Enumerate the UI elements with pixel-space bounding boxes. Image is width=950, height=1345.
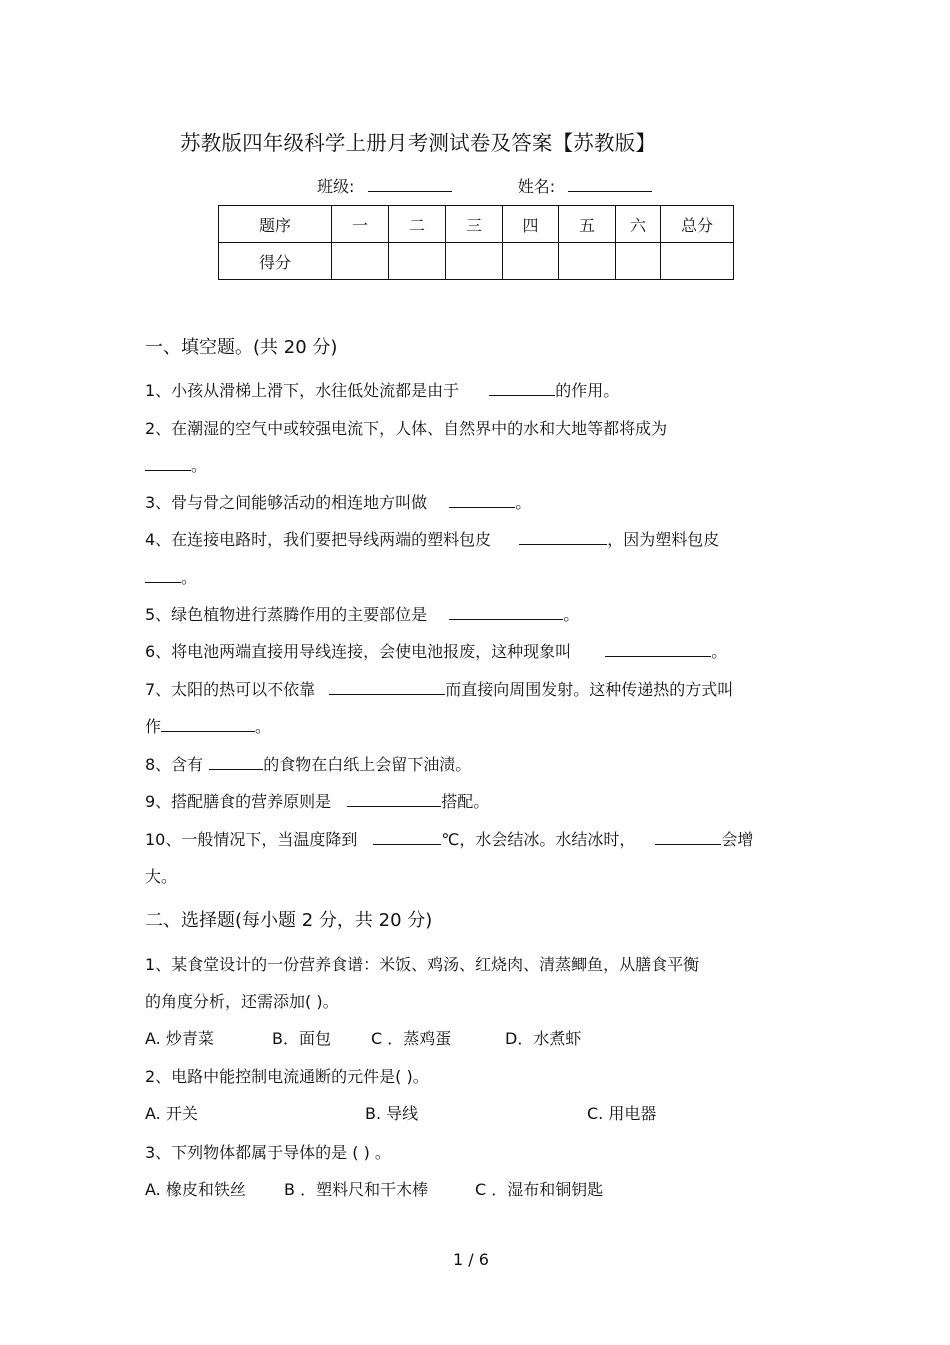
table-header-cell: 二 [389,206,446,243]
table-header-cell: 题序 [219,206,332,243]
table-header-cell: 三 [446,206,503,243]
choice-question-1: 1、某食堂设计的一份营养食谱：米饭、鸡汤、红烧肉、清蒸鲫鱼，从膳食平衡 [145,955,700,974]
question-text: 。 [563,605,580,624]
option-b[interactable]: B．面包 [272,1029,331,1048]
question-text: 。 [181,568,198,587]
fill-question-3 [145,490,531,513]
table-header-cell: 六 [616,206,661,243]
question-text: 3、骨与骨之间能够活动的相连地方叫做 [145,493,428,512]
answer-blank[interactable] [519,529,607,545]
question-text: 10、一般情况下，当温度降到 [145,830,358,849]
score-table [218,205,734,280]
answer-blank[interactable] [605,641,711,657]
answer-blank[interactable] [145,567,181,583]
fill-question-10-cont [145,864,177,887]
answer-blank[interactable] [347,791,441,807]
choice-question-1-cont: 的角度分析，还需添加( )。 [145,992,339,1011]
score-table-score-row [219,243,734,280]
class-name-line [317,174,652,197]
answer-blank[interactable] [449,604,563,620]
question-text: 5、绿色植物进行蒸腾作用的主要部位是 [145,605,428,624]
fill-question-2 [145,416,667,439]
question-text: 。 [711,642,728,661]
page-number: 1 / 6 [453,1250,489,1269]
choice-question-3: 3、下列物体都属于导体的是 ( ) 。 [145,1143,391,1162]
answer-blank[interactable] [209,754,263,770]
question-text: 6、将电池两端直接用导线连接，会使电池报废，这种现象叫 [145,642,572,661]
question-text: 9、搭配膳食的营养原则是 [145,792,332,811]
page-title: 苏教版四年级科学上册月考测试卷及答案【苏教版】 [180,131,657,155]
score-cell[interactable] [503,243,559,280]
fill-question-6 [145,639,727,662]
question-text: 8、含有 [145,755,204,774]
option-b[interactable]: B. 导线 [365,1104,419,1123]
question-text: 大。 [145,867,178,886]
fill-question-7 [145,677,733,700]
class-blank[interactable] [368,175,452,192]
option-b[interactable]: B ．塑料尺和干木棒 [284,1180,429,1199]
option-a[interactable]: A. 开关 [145,1104,198,1123]
question-text: ℃，水会结冰。水结冰时， [441,830,636,849]
question-text: 。 [255,717,272,736]
fill-question-1 [145,378,619,401]
table-header-cell: 总分 [661,206,734,243]
option-c[interactable]: C ．湿布和铜钥匙 [475,1180,604,1199]
answer-blank[interactable] [145,455,191,471]
answer-blank[interactable] [489,380,555,396]
question-text: 的作用。 [555,381,620,400]
fill-question-5 [145,602,579,625]
question-text: 的食物在白纸上会留下油渍。 [263,755,472,774]
name-blank[interactable] [568,175,652,192]
fill-question-10 [145,827,753,850]
question-text: 2、在潮湿的空气中或较强电流下，人体、自然界中的水和大地等都将成为 [145,419,668,438]
option-c[interactable]: C ．蒸鸡蛋 [371,1029,452,1048]
score-cell[interactable] [446,243,503,280]
table-row-label: 得分 [219,243,332,280]
score-cell[interactable] [389,243,446,280]
fill-question-7-cont [145,714,271,737]
question-text: 。 [515,493,532,512]
table-header-cell: 四 [503,206,559,243]
score-cell[interactable] [332,243,389,280]
option-a[interactable]: A. 炒青菜 [145,1029,214,1048]
question-text: 。 [191,456,208,475]
fill-question-2-cont [145,453,207,476]
fill-question-4-cont [145,565,197,588]
question-text: 作 [145,717,162,736]
score-cell[interactable] [616,243,661,280]
question-text: 搭配。 [441,792,490,811]
fill-question-8 [145,752,471,775]
name-label: 姓名: [517,177,556,196]
option-c[interactable]: C. 用电器 [587,1104,657,1123]
section1-heading: 一、填空题。(共 20 分) [145,337,338,358]
score-cell[interactable] [661,243,734,280]
class-label: 班级: [317,177,355,196]
option-a[interactable]: A. 橡皮和铁丝 [145,1180,246,1199]
answer-blank[interactable] [449,492,515,508]
question-text: 1、小孩从滑梯上滑下，水往低处流都是由于 [145,381,460,400]
answer-blank[interactable] [655,829,721,845]
question-text: 会增 [721,830,754,849]
question-text: 而直接向周围发射。这种传递热的方式叫 [445,680,734,699]
table-header-cell: 一 [332,206,389,243]
fill-question-4 [145,527,719,550]
fill-question-9 [145,789,489,812]
question-text: 7、太阳的热可以不依靠 [145,680,316,699]
section2-heading: 二、选择题(每小题 2 分，共 20 分) [145,910,433,931]
table-header-cell: 五 [559,206,616,243]
answer-blank[interactable] [373,829,441,845]
choice-question-2: 2、电路中能控制电流通断的元件是( )。 [145,1067,429,1086]
score-table-header-row [219,206,734,243]
answer-blank[interactable] [161,716,255,732]
score-cell[interactable] [559,243,616,280]
option-d[interactable]: D．水煮虾 [505,1029,582,1048]
answer-blank[interactable] [329,679,445,695]
question-text: 4、在连接电路时，我们要把导线两端的塑料包皮 [145,530,492,549]
question-text: ，因为塑料包皮 [607,530,720,549]
